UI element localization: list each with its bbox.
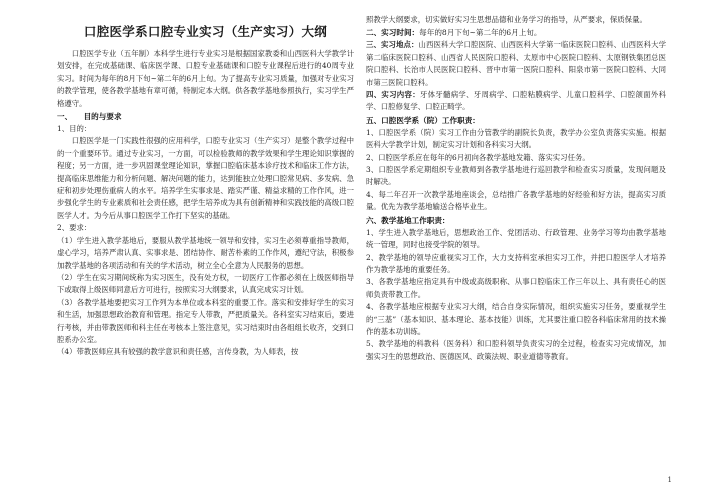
section-1-heading: 一、 目的与要求 — [57, 112, 122, 122]
intro-paragraph: 口腔医学专业（五年制）本科学生进行专业实习是根据国家教委和山西医科大学教学计划安排，在完成基础课、临床医学课、口腔专业基础课和口腔专业课程后进行的40周专业实习。时间为每年的8月下旬~第二年的6月上旬。为了提高专业实习质量，加强对专业实习的教学管理，使各教学基地有章可循，特制定本大纲。供各教学基地参照执行，实习学生严格遵守。 — [57, 49, 354, 108]
purpose-paragraph: 口腔医学是一门实践性很强的应用科学，口腔专业实习（生产实习）是整个教学过程中的一个重要环节。通过专业实习，一方面，可以检验教师的教学效果和学生理论知识掌握的程度；另一方面，进一步巩固课堂理论知识，掌握口腔临床基本诊疗技术和临床工作方法，提高临床思维能力和分析问题、解决问题的能力，达到能独立处理口腔常见病、多发病、急症和初步处理伤重病人的水平。培养学生实事求是、踏实严谨、精益求精的工作作风，进一步强化学生的专业素质和社会责任感，把学生培养成为具有创新精神和实践技能的高级口腔医学人才。为今后从事口腔医学工作打下坚实的基础。 — [57, 136, 354, 220]
requirement-4-continued: 照教学大纲要求，切实做好实习生思想品德和业务学习的指导，从严要求，保质保量。 — [366, 15, 647, 24]
section-6-item-1: 1、学生进入教学基地后，思想政治工作、党团活动、行政管理、业务学习等均由教学基地统一管理，同时也接受学院的领导。 — [366, 227, 666, 250]
practice-time-heading: 二、实习时间： — [366, 28, 420, 38]
section-6-item-5: 5、教学基地的科教科（医务科）和口腔科领导负责实习的全过程，检查实习完成情况，加强实习生的思想政治、医德医风、政策法规、职业道德等教育。 — [366, 339, 666, 361]
practice-place-text: 山西医科大学口腔医院、山西医科大学第一临床医院口腔科、山西医科大学第二临床医院口腔科、山西省人民医院口腔科、太原市中心医院口腔科、太原钢铁集团总医院口腔科、长治市人民医院口腔科、晋中市第一医院口腔科、阳泉市第一医院口腔科、大同市第三医院口腔科。 — [366, 40, 666, 87]
section-5-item-2: 2、口腔医学系应在每年的6月初向各教学基地发籍、落实实习任务。 — [366, 152, 590, 162]
section-6-item-3: 3、各教学基地应指定具有中级或高级职称、从事口腔临床工作三年以上、具有责任心的医师负责带教工作。 — [366, 277, 666, 299]
section-6-item-4: 4、各教学基地应根据专业实习大纲，结合自身实际情况，组织实施实习任务，要重视学生的“三基”（基本知识、基本理论、基本技能）训练，尤其要注重口腔各科临床常用的技术操作的基本功训练。 — [366, 302, 666, 336]
requirements-label: 2、要求： — [57, 223, 92, 233]
right-column — [366, 14, 666, 363]
requirement-1: （1）学生进入教学基地后，要服从教学基地统一领导和安排，实习生必须尊重指导教师，虚心学习，培养严肃认真、实事求是、团结协作、耐苦朴素的工作作风，遵纪守法，积极参加教学基地的各项活动和有关的学术活动，树立全心全意为人民服务的思想。 — [57, 235, 354, 270]
left-column — [57, 22, 354, 359]
practice-content-text: 牙体牙髓病学、牙周病学、口腔粘膜病学、儿童口腔科学、口腔颌面外科学、口腔修复学、口腔正畸学。 — [366, 90, 666, 112]
requirement-4: （4）带教医师应具有较强的教学意识和责任感，言传身教，为人师表，按 — [57, 347, 299, 357]
purpose-label: 1、目的： — [57, 124, 92, 134]
section-5-item-4: 4、每二年召开一次教学基地座谈会，总结推广各教学基地的好经验和好方法，提高实习质量。优先为教学基地输送合格毕业生。 — [366, 189, 666, 212]
practice-content-section — [366, 89, 666, 114]
practice-place-heading: 三、实习地点： — [366, 40, 419, 50]
requirement-3: （3）各教学基地要把实习工作列为本单位或本科室的重要工作。落实和安排好学生的实习和生活，加强思想政治教育和管理。指定专人带教，严把质量关。各科室实习结束后，要进行考核，并由带教医师和科主任在考核本上签注意见，实习结束时由各组组长收齐，交到口腔系办公室。 — [57, 297, 354, 344]
document-title: 口腔医学系口腔专业实习（生产实习）大纲 — [83, 24, 328, 39]
section-5-item-1: 1、口腔医学系（院）实习工作由分管教学的副院长负责，教学办公室负责落实实施。根据医科大学教学计划，制定实习计划和各科实习大纲。 — [366, 127, 666, 150]
section-5-item-3: 3、口腔医学系定期组织专业教师到各教学基地进行巡回教学和检查实习质量，发现问题及时解决。 — [366, 165, 666, 187]
practice-time-section — [366, 26, 666, 39]
practice-time-text: 每年的8月下旬~第二年的6月上旬。 — [419, 28, 542, 38]
section-6-heading: 六、教学基地工作职责： — [366, 215, 450, 225]
practice-place-section — [366, 39, 666, 89]
section-5-heading: 五、口腔医学系（院）工作职责： — [366, 115, 480, 125]
requirement-2: （2）学生在实习期间统称为实习医生，没有处方权，一切医疗工作都必须在上级医师指导下或取得上级医师同意后方可进行，按照实习大纲要求，认真完成实习计划。 — [57, 272, 354, 295]
section-6-item-2: 2、教学基地的领导应重视实习工作，大力支持科室承担实习工作，并把口腔医学人才培养作为教学基地的重要任务。 — [366, 252, 666, 274]
page-number: 1 — [667, 476, 672, 484]
practice-content-heading: 四、实习内容： — [366, 90, 420, 100]
